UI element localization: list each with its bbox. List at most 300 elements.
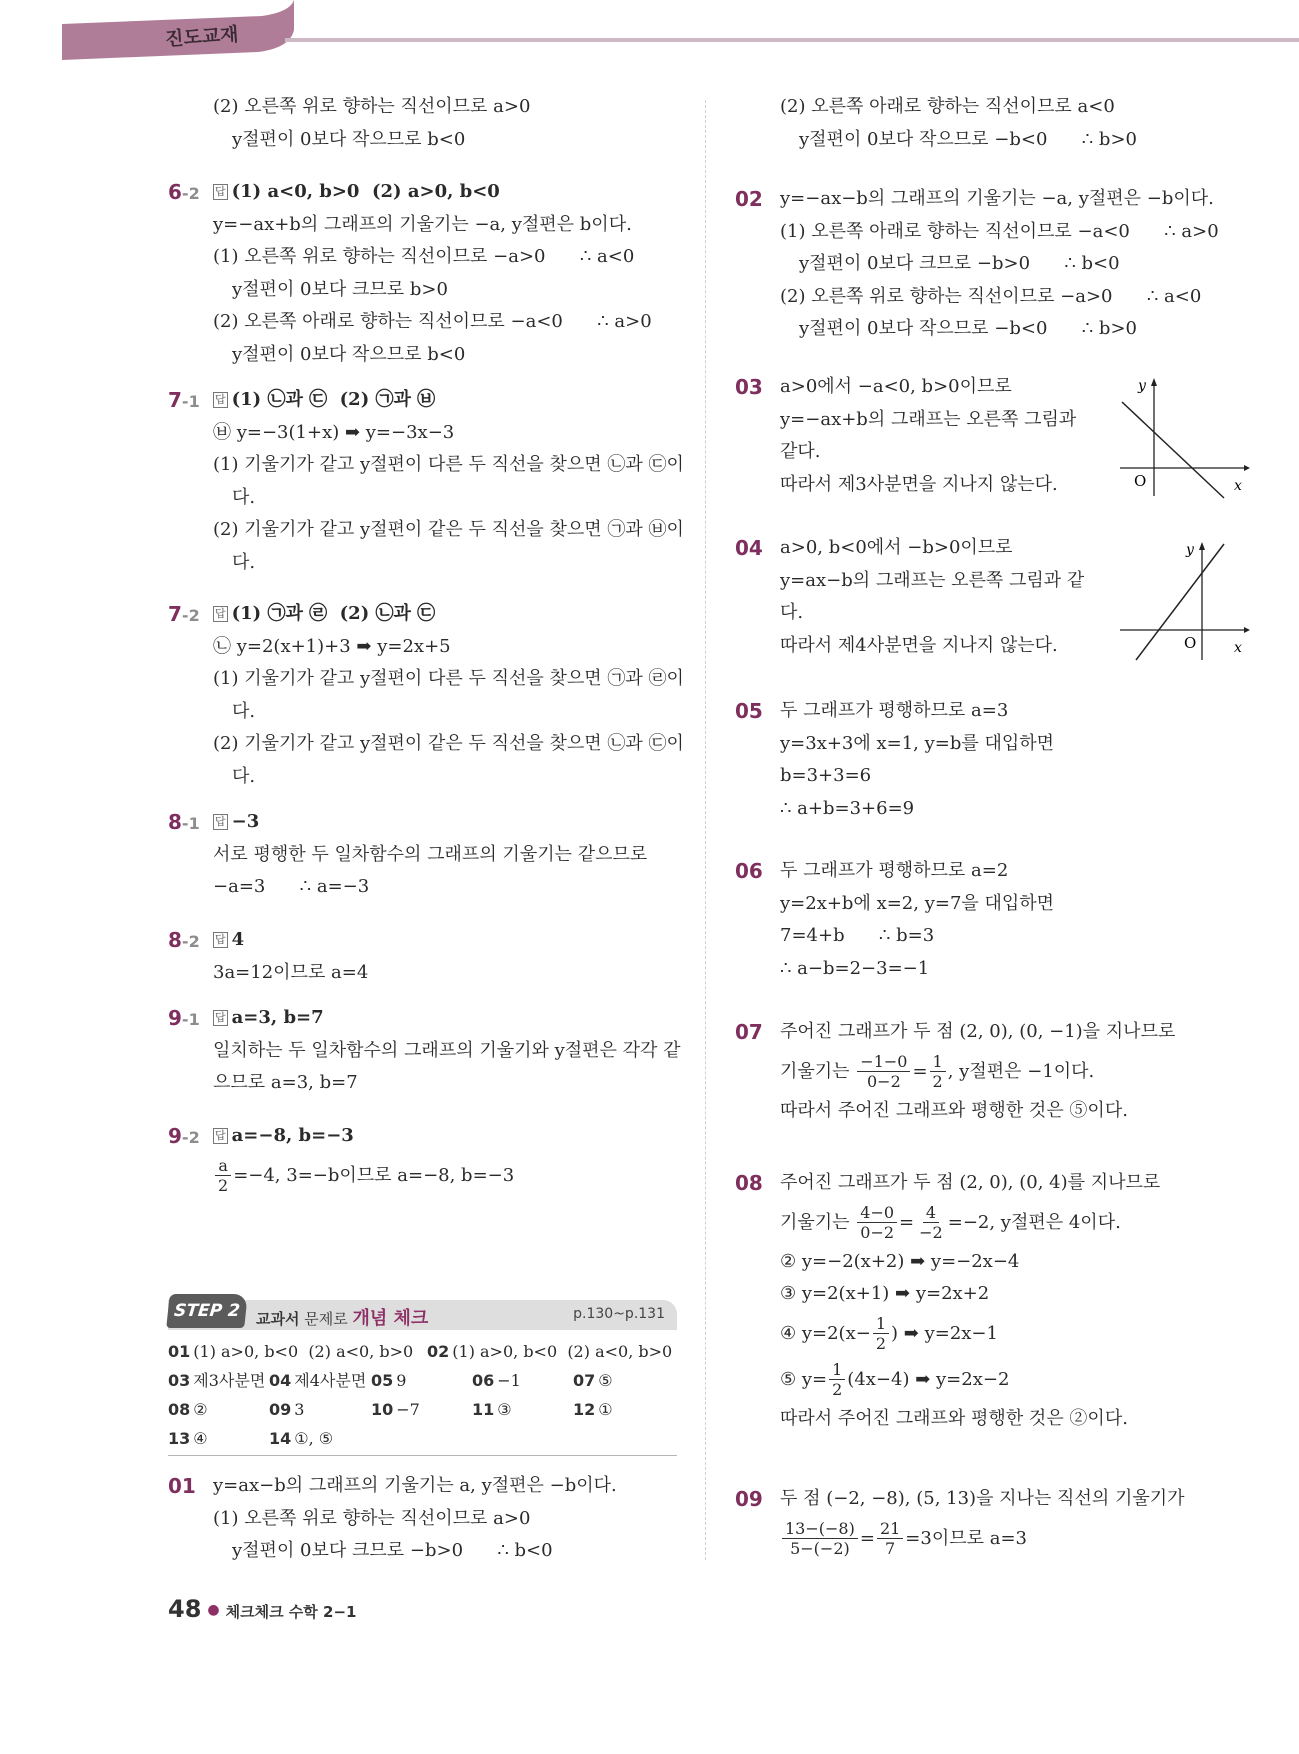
book-title: 체크체크 수학 2−1 <box>225 1603 357 1621</box>
solution-line <box>780 888 1054 921</box>
answer-grid-value: −1 <box>497 1371 521 1390</box>
problem-number-main: 6 <box>168 180 182 204</box>
solution-lines <box>213 924 368 989</box>
solution-line <box>780 248 1219 281</box>
problem-number-sub: -1 <box>181 814 200 833</box>
solution-line <box>780 855 1054 888</box>
solution-line <box>213 871 647 904</box>
answer-grid-cell <box>269 1366 366 1395</box>
solution-line <box>213 1067 681 1100</box>
solution-line <box>213 1535 617 1568</box>
fraction-denominator: 2 <box>832 1380 843 1399</box>
text-segment: =−2, y절편은 4이다. <box>947 1211 1121 1233</box>
answer-grid-cell <box>573 1395 613 1424</box>
problem-number <box>168 924 200 956</box>
step2-title-bold: 교과서 <box>256 1310 300 1328</box>
problem-number <box>735 855 763 887</box>
solution-lines <box>780 1167 1160 1435</box>
problem-number <box>735 1483 763 1515</box>
answer-grid-number: 14 <box>269 1429 292 1448</box>
solution-lines <box>780 91 1137 156</box>
answer-grid-value: (1) a>0, b<0 (2) a<0, b>0 <box>193 1342 414 1361</box>
text-segment: ③ y=2(x+1) ➡ y=2x+2 <box>780 1283 990 1304</box>
solution-line <box>213 241 652 274</box>
solution-line <box>780 1246 1160 1279</box>
text-segment: 서로 평행한 두 일차함수의 그래프의 기울기는 같으므로 <box>213 843 648 865</box>
problem-number <box>735 532 763 564</box>
x-axis-label: x <box>1234 640 1242 656</box>
solution-lines <box>213 806 647 904</box>
solution-line <box>213 1153 514 1199</box>
text-segment: 두 그래프가 평행하므로 a=2 <box>780 860 1009 881</box>
solution-line <box>213 449 684 482</box>
answer-line <box>213 1002 681 1035</box>
page-number: 48 <box>168 1595 202 1623</box>
fraction-numerator: 13−(−8) <box>782 1519 858 1539</box>
answer-grid-number: 01 <box>168 1342 191 1361</box>
text-segment: a>0, b<0에서 −b>0이므로 <box>780 537 1013 558</box>
answer-text: −3 <box>231 811 260 832</box>
answer-grid-cell <box>269 1424 333 1453</box>
text-segment: =3이므로 a=3 <box>905 1527 1027 1549</box>
text-segment: ㉡ y=2(x+1)+3 ➡ y=2x+5 <box>213 635 451 657</box>
problem-number-main: 04 <box>735 536 763 560</box>
solution-lines <box>780 1016 1175 1127</box>
text-segment: ㉥ y=−3(1+x) ➡ y=−3x−3 <box>213 421 455 443</box>
solution-line <box>780 436 1076 469</box>
problem-number-sub: -1 <box>181 392 200 411</box>
answer-grid-value: 3 <box>294 1400 305 1419</box>
text-segment: y절편이 0보다 작으므로 −b<0 ∴ b>0 <box>799 128 1137 150</box>
fraction <box>930 1052 946 1091</box>
solution-line <box>780 597 1084 630</box>
bullet-icon: ● <box>207 1602 220 1618</box>
solution-line <box>780 1483 1185 1516</box>
solution-line <box>780 313 1219 346</box>
solution-line <box>780 1095 1175 1128</box>
answer-line <box>213 924 368 957</box>
text-segment: y절편이 0보다 작으므로 b<0 <box>232 343 466 365</box>
solution-line <box>213 91 530 124</box>
text-segment: y절편이 0보다 작으므로 b<0 <box>232 128 466 150</box>
solution-line <box>780 793 1054 826</box>
answer-icon: 답 <box>215 1011 226 1024</box>
solution-line <box>780 728 1054 761</box>
answer-grid-value: ① <box>598 1400 613 1419</box>
problem-number-main: 9 <box>168 1006 182 1030</box>
text-segment: (2) 오른쪽 위로 향하는 직선이므로 −a>0 ∴ a<0 <box>780 285 1202 307</box>
step2-header <box>168 1300 677 1330</box>
step2-divider <box>168 1455 677 1456</box>
text-segment: (1) 오른쪽 아래로 향하는 직선이므로 −a<0 ∴ a>0 <box>780 220 1219 242</box>
answer-grid-cell <box>573 1366 613 1395</box>
solution-line <box>213 124 530 157</box>
chapter-tab-label: 진도교재 <box>164 23 240 51</box>
step2-title-mid: 문제로 <box>299 1310 353 1328</box>
text-segment: 따라서 주어진 그래프와 평행한 것은 ②이다. <box>780 1407 1128 1429</box>
answer-grid-row <box>168 1337 677 1366</box>
fraction-denominator: −2 <box>919 1223 943 1242</box>
answer-icon: 답 <box>215 607 226 620</box>
text-segment: 두 그래프가 평행하므로 a=3 <box>780 700 1009 721</box>
answer-grid-value: ④ <box>193 1429 208 1448</box>
answer-grid-cell <box>168 1337 413 1366</box>
x-axis-arrow <box>1244 627 1250 633</box>
solution-line <box>213 274 652 307</box>
answer-grid-value: 제4사분면 <box>294 1371 367 1390</box>
answer-text: (1) a<0, b>0 (2) a>0, b<0 <box>231 181 500 202</box>
solution-lines <box>780 1483 1185 1562</box>
fraction-numerator: a <box>215 1156 231 1176</box>
answer-grid-value: ② <box>193 1400 208 1419</box>
solution-line <box>213 306 652 339</box>
answer-grid-number: 03 <box>168 1371 191 1390</box>
answer-grid-row <box>168 1366 677 1395</box>
answer-grid-cell <box>168 1424 208 1453</box>
text-segment: b=3+3=6 <box>780 765 872 786</box>
text-segment: 기울기는 <box>780 1060 856 1082</box>
problem-number-main: 07 <box>735 1020 763 1044</box>
answer-grid-number: 07 <box>573 1371 596 1390</box>
fraction-denominator: 2 <box>875 1334 887 1353</box>
fraction <box>857 1203 897 1242</box>
answer-grid-cell <box>427 1337 672 1366</box>
solution-lines <box>213 1002 681 1100</box>
solution-line <box>780 469 1076 502</box>
problem-number-main: 7 <box>168 602 182 626</box>
answer-line <box>213 1120 514 1153</box>
fraction <box>873 1314 889 1353</box>
text-segment: 두 점 (−2, −8), (5, 13)을 지나는 직선의 기울기가 <box>780 1488 1185 1509</box>
solution-lines <box>213 598 684 793</box>
answer-grid-number: 09 <box>269 1400 292 1419</box>
text-segment: y절편이 0보다 작으므로 −b<0 ∴ b>0 <box>799 318 1137 339</box>
solution-line <box>780 183 1219 216</box>
y-axis-label: y <box>1138 378 1146 394</box>
solution-line <box>213 417 684 450</box>
problem-number-main: 7 <box>168 388 182 412</box>
text-segment: 다. <box>232 765 256 787</box>
problem-number <box>168 806 200 838</box>
fraction-numerator: 21 <box>877 1519 903 1539</box>
text-segment: y=ax−b의 그래프의 기울기는 a, y절편은 −b이다. <box>213 1475 617 1496</box>
text-segment: (1) 오른쪽 위로 향하는 직선이므로 −a>0 ∴ a<0 <box>213 246 635 267</box>
answer-grid-value: ⑤ <box>598 1371 613 1390</box>
solution-line <box>780 1278 1160 1311</box>
solution-line <box>780 920 1054 953</box>
solution-lines <box>780 183 1219 346</box>
problem-number-main: 03 <box>735 375 763 399</box>
text-segment: 따라서 제3사분면을 지나지 않는다. <box>780 473 1058 495</box>
text-segment: (2) 오른쪽 아래로 향하는 직선이므로 −a<0 ∴ a>0 <box>213 311 652 332</box>
answer-grid-cell <box>472 1366 521 1395</box>
fraction <box>782 1519 858 1558</box>
text-segment: (1) 오른쪽 위로 향하는 직선이므로 a>0 <box>213 1507 531 1529</box>
solution-line <box>213 957 368 990</box>
text-segment: 주어진 그래프가 두 점 (2, 0), (0, 4)를 지나므로 <box>780 1172 1161 1193</box>
text-segment: y=−ax+b의 그래프의 기울기는 −a, y절편은 b이다. <box>213 213 632 235</box>
text-segment: ⑤ y= <box>780 1368 828 1390</box>
text-segment: 따라서 주어진 그래프와 평행한 것은 ⑤이다. <box>780 1099 1128 1121</box>
text-segment: 다. <box>232 700 256 722</box>
solution-line <box>213 631 684 664</box>
solution-line <box>780 1403 1160 1436</box>
text-segment: (2) 오른쪽 위로 향하는 직선이므로 a>0 <box>213 96 531 117</box>
text-segment: 주어진 그래프가 두 점 (2, 0), (0, −1)을 지나므로 <box>780 1021 1176 1042</box>
text-segment: ④ y=2(x− <box>780 1322 871 1344</box>
solution-lines <box>780 532 1084 662</box>
text-segment: a>0에서 −a<0, b>0이므로 <box>780 376 1012 397</box>
text-segment: 7=4+b ∴ b=3 <box>780 925 935 946</box>
solution-lines <box>780 855 1054 985</box>
text-segment: (1) 기울기가 같고 y절편이 다른 두 직선을 찾으면 ㉡과 ㉢이 <box>213 454 684 475</box>
problem-number <box>735 695 763 727</box>
text-segment: y절편이 0보다 크므로 −b>0 ∴ b<0 <box>232 1540 553 1561</box>
solution-line <box>780 1311 1160 1357</box>
solution-line <box>780 953 1054 986</box>
solution-line <box>213 839 647 872</box>
text-segment: = <box>859 1527 875 1549</box>
answer-grid-number: 05 <box>371 1371 394 1390</box>
fraction <box>857 1052 910 1091</box>
solution-line <box>780 1357 1160 1403</box>
solution-line <box>780 1200 1160 1246</box>
text-segment: y=ax−b의 그래프는 오른쪽 그림과 같 <box>780 569 1085 591</box>
text-segment: 3a=12이므로 a=4 <box>213 961 369 983</box>
text-segment: ∴ a+b=3+6=9 <box>780 797 915 819</box>
solution-lines <box>213 1470 617 1568</box>
text-segment: = <box>899 1211 915 1233</box>
solution-line <box>780 630 1084 663</box>
solution-line <box>213 482 684 515</box>
text-segment: =−4, 3=−b이므로 a=−8, b=−3 <box>233 1164 515 1186</box>
answer-text: (1) ㉠과 ㉣ (2) ㉡과 ㉢ <box>231 603 436 624</box>
fraction-denominator: 0−2 <box>866 1072 901 1091</box>
answer-grid-number: 13 <box>168 1429 191 1448</box>
solution-lines <box>213 91 530 156</box>
answer-grid-cell <box>269 1395 304 1424</box>
text-segment: ② y=−2(x+2) ➡ y=−2x−4 <box>780 1250 1020 1272</box>
solution-line <box>780 1016 1175 1049</box>
answer-grid-number: 02 <box>427 1342 450 1361</box>
fraction-numerator: 1 <box>829 1360 845 1380</box>
answer-grid-number: 10 <box>371 1400 394 1419</box>
problem-number-main: 8 <box>168 928 182 952</box>
origin-label: O <box>1184 634 1197 652</box>
solution-line <box>780 760 1054 793</box>
solution-line <box>780 695 1054 728</box>
fraction-denominator: 5−(−2) <box>790 1539 850 1558</box>
solution-line <box>780 124 1137 157</box>
graph-03 <box>1120 378 1250 500</box>
answer-grid-number: 04 <box>269 1371 292 1390</box>
solution-line <box>213 663 684 696</box>
fraction-numerator: 4 <box>923 1203 939 1223</box>
step2-title-highlight: 개념 체크 <box>352 1308 429 1329</box>
answer-icon: 답 <box>215 185 226 198</box>
text-segment: 같다. <box>780 441 821 462</box>
problem-number <box>168 1002 200 1034</box>
solution-line <box>213 761 684 794</box>
step2-title <box>256 1304 428 1330</box>
solution-line <box>213 547 684 580</box>
solution-line <box>780 216 1219 249</box>
answer-icon: 답 <box>215 393 226 406</box>
answer-line <box>213 806 647 839</box>
answer-line <box>213 384 684 417</box>
problem-number <box>735 183 763 215</box>
step2-badge: STEP 2 <box>166 1294 248 1328</box>
answer-grid-value: −7 <box>396 1400 420 1419</box>
solution-lines <box>213 384 684 579</box>
solution-line <box>213 728 684 761</box>
answer-grid-value: 9 <box>396 1371 407 1390</box>
header-rule <box>285 38 1299 42</box>
answer-grid-cell <box>472 1395 512 1424</box>
problem-number-sub: -2 <box>181 932 200 951</box>
text-segment: (4x−4) ➡ y=2x−2 <box>847 1368 1010 1390</box>
fraction-numerator: −1−0 <box>857 1052 910 1072</box>
graph-line <box>1136 544 1224 660</box>
text-segment: y=2x+b에 x=2, y=7을 대입하면 <box>780 892 1055 914</box>
solution-line <box>213 514 684 547</box>
text-segment: (1) 기울기가 같고 y절편이 다른 두 직선을 찾으면 ㉠과 ㉣이 <box>213 668 684 689</box>
fraction-denominator: 2 <box>218 1176 229 1195</box>
step2-answer-grid <box>168 1337 677 1453</box>
problem-number <box>168 598 200 630</box>
problem-number <box>168 1120 200 1152</box>
answer-icon: 답 <box>215 933 226 946</box>
problem-number <box>735 371 763 403</box>
text-segment: 일치하는 두 일차함수의 그래프의 기울기와 y절편은 각각 같 <box>213 1039 681 1061</box>
solution-line <box>780 371 1076 404</box>
solution-line <box>213 1470 617 1503</box>
problem-number-main: 06 <box>735 859 763 883</box>
text-segment: 기울기는 <box>780 1211 856 1233</box>
answer-text: a=3, b=7 <box>231 1007 324 1028</box>
solution-lines <box>780 371 1076 501</box>
solution-line <box>780 565 1084 598</box>
answer-grid-row <box>168 1424 677 1453</box>
fraction-denominator: 2 <box>932 1072 943 1091</box>
step2-page-range: p.130~p.131 <box>573 1306 665 1322</box>
answer-grid-row <box>168 1395 677 1424</box>
fraction-numerator: 4−0 <box>857 1203 897 1223</box>
text-segment: ) ➡ y=2x−1 <box>891 1322 998 1344</box>
fraction <box>829 1360 845 1399</box>
x-axis-label: x <box>1234 478 1242 494</box>
solution-line <box>213 1503 617 1536</box>
answer-grid-value: ①, ⑤ <box>294 1429 334 1448</box>
problem-number-main: 8 <box>168 810 182 834</box>
problem-number-main: 08 <box>735 1171 763 1195</box>
answer-text: a=−8, b=−3 <box>231 1125 354 1146</box>
solution-line <box>213 339 652 372</box>
problem-number <box>168 384 200 416</box>
problem-number <box>168 1470 196 1502</box>
graph-04 <box>1120 542 1250 664</box>
solution-line <box>780 1167 1160 1200</box>
text-segment: (2) 오른쪽 아래로 향하는 직선이므로 a<0 <box>780 96 1115 117</box>
problem-number-main: 01 <box>168 1474 196 1498</box>
problem-number-main: 02 <box>735 187 763 211</box>
problem-number-sub: -2 <box>181 184 200 203</box>
solution-line <box>213 696 684 729</box>
answer-text: 4 <box>231 929 245 950</box>
text-segment: (2) 기울기가 같고 y절편이 같은 두 직선을 찾으면 ㉡과 ㉢이 <box>213 733 684 754</box>
text-segment: y절편이 0보다 크므로 −b>0 ∴ b<0 <box>799 253 1120 274</box>
fraction <box>877 1519 903 1558</box>
column-divider <box>705 100 706 1560</box>
page-footer <box>168 1595 356 1623</box>
problem-number-sub: -1 <box>181 1010 200 1029</box>
text-segment: 다. <box>232 486 256 508</box>
answer-grid-value: 제3사분면 <box>193 1371 266 1390</box>
answer-icon: 답 <box>215 1129 226 1142</box>
y-axis-arrow <box>1199 542 1205 550</box>
text-segment: ∴ a−b=2−3=−1 <box>780 957 930 979</box>
answer-grid-cell <box>371 1395 420 1424</box>
answer-grid-value: (1) a>0, b<0 (2) a<0, b>0 <box>452 1342 673 1361</box>
answer-icon: 답 <box>215 815 226 828</box>
fraction-numerator: 1 <box>930 1052 946 1072</box>
text-segment: −a=3 ∴ a=−3 <box>213 876 370 897</box>
text-segment: y=3x+3에 x=1, y=b를 대입하면 <box>780 732 1055 754</box>
answer-grid-number: 06 <box>472 1371 495 1390</box>
answer-text: (1) ㉡과 ㉢ (2) ㉠과 ㉥ <box>231 389 436 410</box>
problem-number-main: 9 <box>168 1124 182 1148</box>
text-segment: 다. <box>780 602 804 623</box>
problem-number-main: 05 <box>735 699 763 723</box>
solution-line <box>780 404 1076 437</box>
text-segment: y=−ax+b의 그래프는 오른쪽 그림과 <box>780 408 1077 430</box>
problem-number-sub: -2 <box>181 606 200 625</box>
solution-line <box>213 1035 681 1068</box>
problem-number <box>168 176 200 208</box>
answer-grid-cell <box>168 1395 208 1424</box>
y-axis-arrow <box>1151 378 1157 386</box>
fraction-denominator: 0−2 <box>860 1223 895 1242</box>
answer-grid-number: 11 <box>472 1400 495 1419</box>
solution-line <box>780 281 1219 314</box>
answer-grid-number: 08 <box>168 1400 191 1419</box>
problem-number <box>735 1016 763 1048</box>
text-segment: 다. <box>232 551 256 573</box>
solution-lines <box>213 176 652 371</box>
problem-number <box>735 1167 763 1199</box>
solution-line <box>780 1049 1175 1095</box>
text-segment: 따라서 제4사분면을 지나지 않는다. <box>780 634 1058 656</box>
text-segment: (2) 기울기가 같고 y절편이 같은 두 직선을 찾으면 ㉠과 ㉥이 <box>213 519 684 540</box>
fraction-numerator: 1 <box>873 1314 889 1334</box>
solution-line <box>780 1516 1185 1562</box>
solution-line <box>780 532 1084 565</box>
answer-line <box>213 598 684 631</box>
solution-lines <box>213 1120 514 1199</box>
answer-grid-value: ③ <box>497 1400 512 1419</box>
problem-number-sub: -2 <box>181 1128 200 1147</box>
y-axis-label: y <box>1186 542 1194 558</box>
fraction-denominator: 7 <box>885 1539 896 1558</box>
text-segment: , y절편은 −1이다. <box>947 1060 1095 1082</box>
x-axis-arrow <box>1244 465 1250 471</box>
origin-label: O <box>1134 472 1147 490</box>
solution-line <box>780 91 1137 124</box>
fraction <box>215 1156 231 1195</box>
text-segment: 으므로 a=3, b=7 <box>213 1072 358 1093</box>
solution-lines <box>780 695 1054 825</box>
text-segment: = <box>912 1060 928 1082</box>
